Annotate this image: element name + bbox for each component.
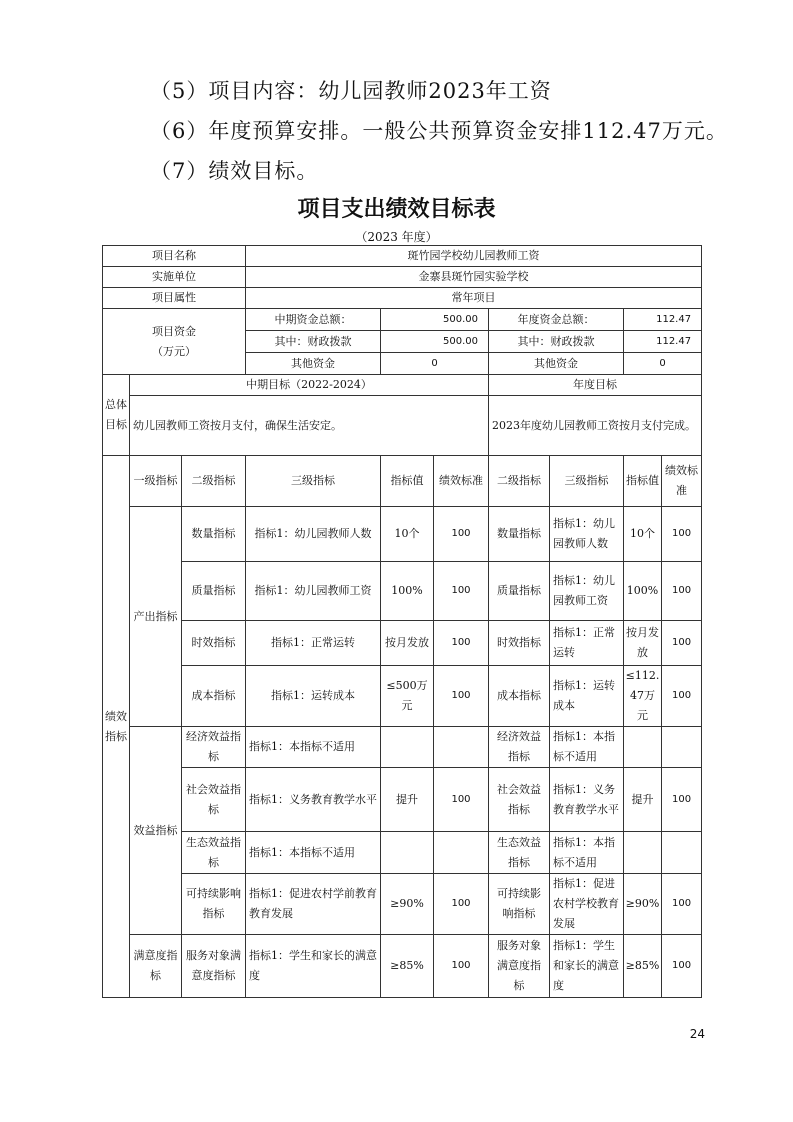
row-l3: 指标1：运转成本 [246, 666, 381, 727]
row-standard-yr: 100 [662, 768, 702, 832]
row-l3-yr: 指标1：本指标不适用 [550, 832, 624, 874]
table-row [103, 874, 702, 935]
row-l3: 指标1：学生和家长的满意度 [246, 935, 381, 998]
row-value-yr: ≤112.47万元 [624, 666, 662, 727]
mid-goal-text: 幼儿园教师工资按月支付，确保生活安定。 [130, 396, 489, 456]
paragraph-budget: （6）年度预算安排。一般公共预算资金安排112.47万元。 [150, 119, 728, 143]
group-satisfaction: 满意度指标 [130, 935, 182, 998]
table-row [103, 727, 702, 768]
row-value: 100% [381, 562, 434, 621]
row-l2: 可持续影响指标 [182, 874, 246, 935]
mid-goal-header: 中期目标（2022-2024） [130, 375, 489, 396]
header-level1: 一级指标 [130, 456, 182, 507]
row-l2-yr: 成本指标 [489, 666, 550, 727]
mid-other-label: 其他资金 [246, 353, 381, 375]
paragraph-project-content: （5）项目内容：幼儿园教师2023年工资 [150, 79, 552, 103]
row-standard [434, 832, 489, 874]
table-row [103, 935, 702, 998]
row-value-yr: 提升 [624, 768, 662, 832]
row-value-yr: 按月发放 [624, 621, 662, 666]
group-benefit: 效益指标 [130, 727, 182, 935]
table-row [103, 507, 702, 562]
row-l3: 指标1：幼儿园教师工资 [246, 562, 381, 621]
yr-goal-text: 2023年度幼儿园教师工资按月支付完成。 [489, 396, 702, 456]
table-row [103, 621, 702, 666]
row-l2: 数量指标 [182, 507, 246, 562]
attr-label: 项目属性 [103, 288, 246, 309]
row-standard: 100 [434, 768, 489, 832]
row-l3: 指标1：幼儿园教师人数 [246, 507, 381, 562]
row-value-yr [624, 727, 662, 768]
header-level3: 三级指标 [246, 456, 381, 507]
header-standard-yr: 绩效标准 [662, 456, 702, 507]
row-l3: 指标1：义务教育教学水平 [246, 768, 381, 832]
row-l3: 指标1：本指标不适用 [246, 727, 381, 768]
mid-fiscal-label: 其中：财政拨款 [246, 331, 381, 353]
header-level3-yr: 三级指标 [550, 456, 624, 507]
paragraph-goals: （7）绩效目标。 [150, 159, 319, 183]
row-standard-yr [662, 832, 702, 874]
table-row [103, 666, 702, 727]
row-standard-yr: 100 [662, 621, 702, 666]
row-l3-yr: 指标1：促进农村学校教育发展 [550, 874, 624, 935]
row-l2: 成本指标 [182, 666, 246, 727]
row-l2-yr: 服务对象满意度指标 [489, 935, 550, 998]
mid-fiscal-value: 500.00 [381, 331, 489, 353]
row-l2: 服务对象满意度指标 [182, 935, 246, 998]
mid-total-label: 中期资金总额： [246, 309, 381, 331]
funds-label-line1: 项目资金 [152, 324, 196, 338]
group-output: 产出指标 [130, 507, 182, 727]
row-value-yr: ≥85% [624, 935, 662, 998]
yr-total-label: 年度资金总额： [489, 309, 624, 331]
row-value: ≥85% [381, 935, 434, 998]
row-standard: 100 [434, 666, 489, 727]
row-l2-yr: 时效指标 [489, 621, 550, 666]
row-l2: 生态效益指标 [182, 832, 246, 874]
row-l3: 指标1：促进农村学前教育教育发展 [246, 874, 381, 935]
yr-total-value: 112.47 [624, 309, 702, 331]
unit-label: 实施单位 [103, 267, 246, 288]
row-value-yr [624, 832, 662, 874]
row-l3-yr: 指标1：学生和家长的满意度 [550, 935, 624, 998]
row-value-yr: 10个 [624, 507, 662, 562]
row-value-yr: 100% [624, 562, 662, 621]
row-value: ≥90% [381, 874, 434, 935]
header-standard: 绩效标准 [434, 456, 489, 507]
row-standard-yr: 100 [662, 562, 702, 621]
row-standard-yr: 100 [662, 666, 702, 727]
row-value-yr: ≥90% [624, 874, 662, 935]
row-value: ≤500万元 [381, 666, 434, 727]
project-name-label: 项目名称 [103, 246, 246, 267]
mid-other-value: 0 [381, 353, 489, 375]
project-name-value: 斑竹园学校幼儿园教师工资 [246, 246, 702, 267]
table-title: 项目支出绩效目标表 [297, 197, 496, 222]
row-l2-yr: 质量指标 [489, 562, 550, 621]
row-l2-yr: 数量指标 [489, 507, 550, 562]
row-l2: 时效指标 [182, 621, 246, 666]
header-value: 指标值 [381, 456, 434, 507]
row-l3-yr: 指标1：义务教育教学水平 [550, 768, 624, 832]
overall-goal-label: 总体目标 [103, 375, 130, 456]
unit-value: 金寨县斑竹园实验学校 [246, 267, 702, 288]
header-level2-yr: 二级指标 [489, 456, 550, 507]
row-l3-yr: 指标1：幼儿园教师人数 [550, 507, 624, 562]
row-standard-yr: 100 [662, 507, 702, 562]
row-l2-yr: 可持续影响指标 [489, 874, 550, 935]
row-l2-yr: 经济效益指标 [489, 727, 550, 768]
table-row [103, 562, 702, 621]
row-value [381, 832, 434, 874]
row-standard: 100 [434, 562, 489, 621]
row-l2: 社会效益指标 [182, 768, 246, 832]
row-l3-yr: 指标1：幼儿园教师工资 [550, 562, 624, 621]
header-level2: 二级指标 [182, 456, 246, 507]
row-l3: 指标1：本指标不适用 [246, 832, 381, 874]
row-l2: 质量指标 [182, 562, 246, 621]
funds-label [103, 309, 246, 375]
row-l2-yr: 社会效益指标 [489, 768, 550, 832]
row-value: 提升 [381, 768, 434, 832]
row-standard: 100 [434, 874, 489, 935]
row-l3-yr: 指标1：本指标不适用 [550, 727, 624, 768]
yr-goal-header: 年度目标 [489, 375, 702, 396]
row-l3: 指标1：正常运转 [246, 621, 381, 666]
row-standard-yr: 100 [662, 935, 702, 998]
row-value: 按月发放 [381, 621, 434, 666]
funds-label-line2: （万元） [152, 344, 196, 358]
table-row [103, 768, 702, 832]
row-standard: 100 [434, 507, 489, 562]
row-l2: 经济效益指标 [182, 727, 246, 768]
row-value: 10个 [381, 507, 434, 562]
table-year: （2023 年度） [355, 230, 438, 244]
performance-target-table [102, 245, 702, 998]
header-value-yr: 指标值 [624, 456, 662, 507]
yr-other-value: 0 [624, 353, 702, 375]
row-standard-yr [662, 727, 702, 768]
attr-value: 常年项目 [246, 288, 702, 309]
perf-label: 绩效指标 [103, 456, 130, 998]
yr-fiscal-label: 其中：财政拨款 [489, 331, 624, 353]
row-standard: 100 [434, 935, 489, 998]
page-number: 24 [689, 1027, 705, 1041]
row-standard: 100 [434, 621, 489, 666]
row-standard [434, 727, 489, 768]
table-row [103, 832, 702, 874]
mid-total-value: 500.00 [381, 309, 489, 331]
row-l3-yr: 指标1：正常运转 [550, 621, 624, 666]
yr-other-label: 其他资金 [489, 353, 624, 375]
row-l3-yr: 指标1：运转成本 [550, 666, 624, 727]
row-value [381, 727, 434, 768]
row-standard-yr: 100 [662, 874, 702, 935]
yr-fiscal-value: 112.47 [624, 331, 702, 353]
row-l2-yr: 生态效益指标 [489, 832, 550, 874]
